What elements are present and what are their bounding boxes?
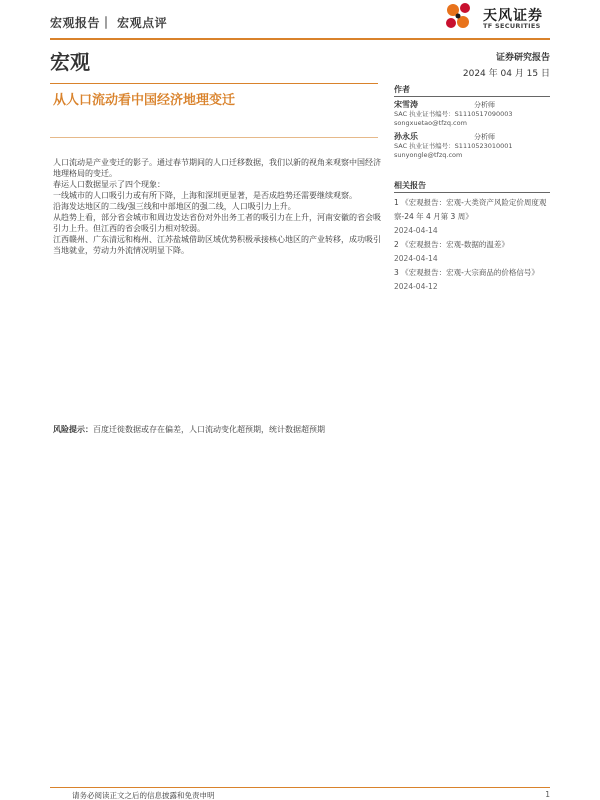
related-report-title[interactable]: 3 《宏观报告：宏观-大宗商品的价格信号》 <box>394 268 539 277</box>
summary-paragraph: 沿海发达地区的二线/强三线和中部地区的强二线，人口吸引力上升。 <box>53 202 296 211</box>
summary-paragraph: 人口流动是产业变迁的影子。通过春节期间的人口迁移数据，我们以新的视角来观察中国经济地理格局的变迁。 <box>53 158 381 178</box>
author-card <box>394 132 550 160</box>
brand-name-cn: 天风证券 <box>483 8 543 24</box>
author-role: 分析师 <box>474 133 495 141</box>
authors-divider <box>394 96 550 97</box>
related-report-item[interactable] <box>394 266 550 294</box>
summary-paragraph: 从趋势上看，部分省会城市和周边发达省份对外出务工者的吸引力在上升，河南安徽的省会吸引力上升。但江西的省会吸引力相对较弱。 <box>53 213 381 233</box>
related-report-title[interactable]: 1 《宏观报告：宏观-大类资产风险定价周度观察-24 年 4 月第 3 周》 <box>394 198 547 221</box>
risk-label: 风险提示： <box>53 425 93 434</box>
author-card <box>394 100 550 128</box>
title-divider <box>50 83 378 84</box>
page-number: 1 <box>545 790 550 799</box>
report-type: 证券研究报告 <box>495 53 550 63</box>
related-report-date: 2024-04-14 <box>394 254 438 263</box>
summary-paragraph: 一线城市的人口吸引力或有所下降，上海和深圳更显著，是否成趋势还需要继续观察。 <box>53 191 357 200</box>
report-title: 从人口流动看中国经济地理变迁 <box>53 93 236 108</box>
author-email[interactable]: songxuetao@tfzq.com <box>394 119 467 127</box>
windmill-logo-icon <box>443 2 479 32</box>
related-report-date: 2024-04-12 <box>394 282 438 291</box>
summary-paragraph: 江西赣州、广东清远和梅州、江苏盐城借助区域优势积极承接核心地区的产业转移，成功吸引当地就业，劳动力外流情况明显下降。 <box>53 235 381 255</box>
related-report-item[interactable] <box>394 196 550 238</box>
author-email[interactable]: sunyongle@tfzq.com <box>394 151 463 159</box>
author-license: SAC 执业证书编号：S1110523010001 <box>394 142 513 150</box>
author-name: 宋雪涛 <box>394 100 418 109</box>
header-divider <box>50 38 550 40</box>
summary-paragraph: 春运人口数据显示了四个现象： <box>53 180 165 189</box>
header-category: 宏观报告｜ 宏观点评 <box>50 16 168 30</box>
related-report-list <box>394 196 550 294</box>
footer-divider <box>50 787 550 788</box>
footer-disclaimer: 请务必阅读正文之后的信息披露和免责申明 <box>72 791 215 800</box>
summary-divider <box>50 137 378 138</box>
author-name: 孙永乐 <box>394 132 418 141</box>
related-report-title[interactable]: 2 《宏观报告：宏观-数据的温差》 <box>394 240 509 249</box>
brand-name-en: TF SECURITIES <box>483 22 541 30</box>
brand-logo <box>443 2 553 32</box>
report-date: 2024 年 04 月 15 日 <box>462 69 550 79</box>
risk-warning <box>53 424 381 435</box>
related-divider <box>394 192 550 193</box>
related-report-date: 2024-04-14 <box>394 226 438 235</box>
summary-body <box>53 157 381 256</box>
risk-text: 百度迁徙数据或存在偏差，人口流动变化超预期，统计数据超预期 <box>93 425 325 434</box>
author-license: SAC 执业证书编号：S1110517090003 <box>394 110 513 118</box>
related-report-item[interactable] <box>394 238 550 266</box>
authors-heading: 作者 <box>394 85 410 94</box>
related-heading: 相关报告 <box>394 181 426 190</box>
section-title: 宏观 <box>50 50 90 74</box>
author-role: 分析师 <box>474 101 495 109</box>
